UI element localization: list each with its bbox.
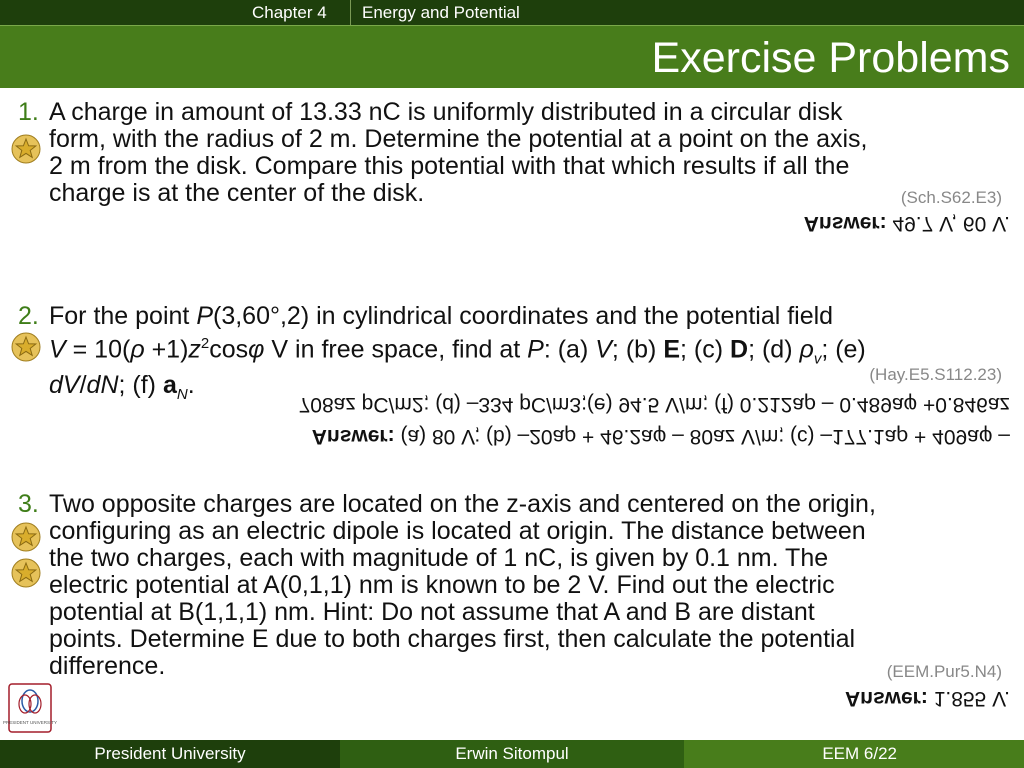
chapter-label: Chapter 4 — [252, 3, 327, 22]
answer-2-line-1 — [312, 424, 1010, 448]
answer-2-line-2: 708az pC/m2; (d) –334 pC/m3;(e) 94.5 V/m; (f) 0.212aρ – 0.489aφ +0.846az — [298, 393, 1010, 416]
top-bar — [0, 0, 1024, 25]
answer-3 — [845, 686, 1010, 710]
answer-label: Answer: — [311, 425, 395, 448]
header-divider — [350, 0, 351, 25]
star-icon — [11, 558, 41, 588]
problem-line: $V = 10(\rho +1)z^2\cos\varphi$ V in free space, find at P: (a) V; (b) E; (c) D; (d) $\rho_v$; (e) — [49, 335, 866, 368]
problem-line: form, with the radius of 2 m. Determine the potential at a point on the axis, — [49, 125, 868, 153]
problem-line: electric potential at A(0,1,1) nm is known to be 2 V. Find out the electric — [49, 571, 835, 599]
star-icon — [11, 522, 41, 552]
footer-page: EEM 6/22 — [684, 740, 1024, 768]
answer-label: Answer: — [844, 687, 928, 710]
problem-line: 2 m from the disk. Compare this potential with that which results if all the — [49, 152, 850, 180]
footer-institution: President University — [0, 740, 340, 768]
footer — [0, 740, 1024, 768]
problem-line: points. Determine E due to both charges first, then calculate the potential — [49, 625, 856, 653]
problem-line: Two opposite charges are located on the z-axis and centered on the origin, — [49, 490, 876, 518]
problem-text — [49, 491, 999, 680]
reference-3: (EEM.Pur5.N4) — [886, 662, 1002, 681]
problem-number: 2. — [18, 302, 39, 330]
problem-line: configuring as an electric dipole is located at origin. The distance between — [49, 517, 866, 545]
problem-line: dV/dN; (f) $a_N$. — [49, 371, 195, 404]
section-label: Energy and Potential — [362, 3, 520, 22]
answer-text: (a) 80 V; (b) –20aρ + 46.2aφ – 80az V/m; (c) –177.1aρ + 409aφ – — [400, 425, 1010, 448]
reference-1: (Sch.S62.E3) — [900, 188, 1002, 207]
problem-line: difference. — [49, 652, 166, 680]
problem-line: charge is at the center of the disk. — [49, 179, 425, 207]
answer-text: 1.855 V. — [933, 687, 1010, 710]
star-icon — [11, 134, 41, 164]
answer-1 — [804, 211, 1010, 235]
problem-line: A charge in amount of 13.33 nC is uniformly distributed in a circular disk — [49, 98, 843, 126]
problem-line: the two charges, each with magnitude of 1 nC, is given by 0.1 nm. The — [49, 544, 829, 572]
answer-label: Answer: — [803, 212, 887, 235]
problem-number: 1. — [18, 98, 39, 126]
problem-number: 3. — [18, 490, 39, 518]
reference-2: (Hay.E5.S112.23) — [869, 365, 1002, 384]
problem-text — [49, 99, 999, 207]
answer-text: 49.7 V, 60 V. — [892, 212, 1010, 235]
title-bar — [0, 25, 1024, 88]
footer-author: Erwin Sitompul — [340, 740, 684, 768]
slide-title: Exercise Problems — [651, 34, 1010, 82]
star-icon — [11, 332, 41, 362]
problem-line: For the point P(3,60°,2) in cylindrical coordinates and the potential field — [49, 302, 834, 330]
problem-line: potential at B(1,1,1) nm. Hint: Do not assume that A and B are distant — [49, 598, 815, 626]
university-logo — [3, 683, 57, 733]
logo-text: PRESIDENT UNIVERSITY — [3, 720, 57, 725]
